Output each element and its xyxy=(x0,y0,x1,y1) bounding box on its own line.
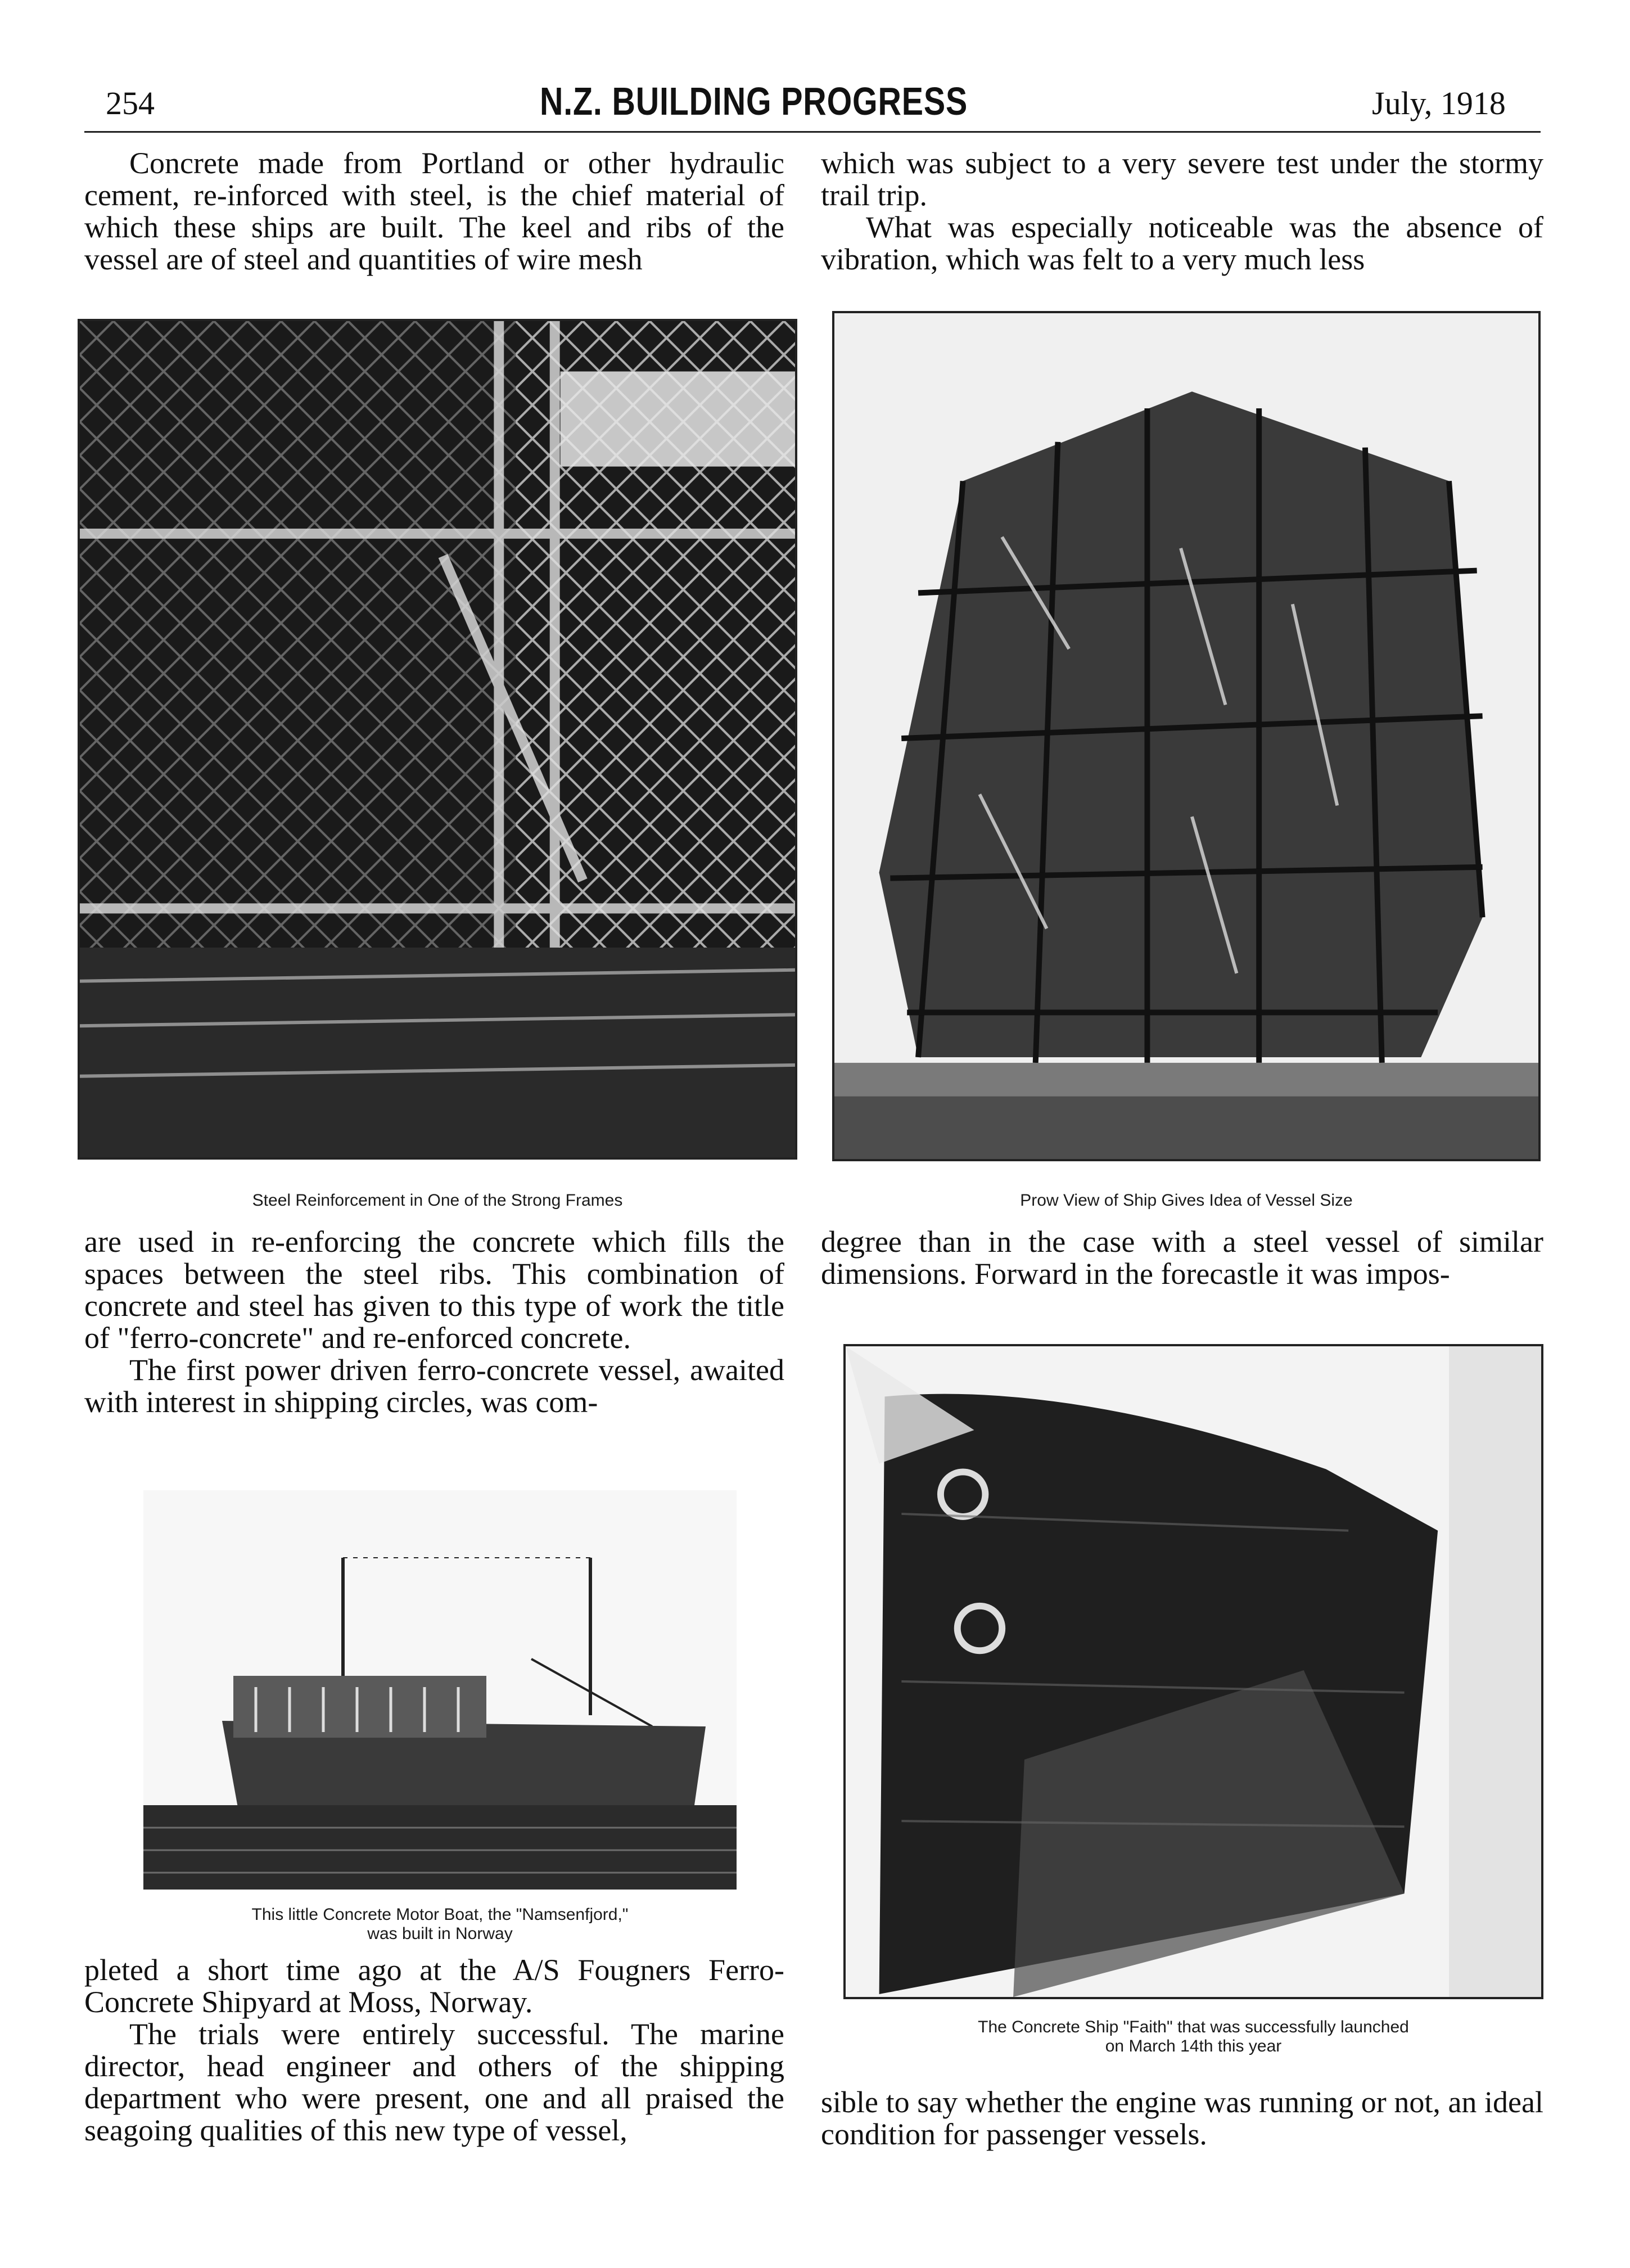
prow-view-photo xyxy=(832,311,1541,1161)
motor-boat-caption xyxy=(143,1905,737,1944)
caption-line: The Concrete Ship "Faith" that was successfully launched xyxy=(978,2018,1409,2036)
col1-bottom-text xyxy=(84,1954,784,2147)
paragraph: are used in re-enforcing the concrete which fills the spaces between the steel ribs. This combination of concrete and steel has given to this type of work the title of "ferro-concrete" and re-enforced concrete. xyxy=(84,1225,784,1355)
issue-date: July, 1918 xyxy=(1372,85,1506,121)
motor-boat-photo xyxy=(143,1490,737,1890)
col1-middle-text xyxy=(84,1226,784,1418)
caption-line: This little Concrete Motor Boat, the "Namsenfjord," xyxy=(251,1905,629,1924)
paragraph: Concrete made from Portland or other hydraulic cement, re-inforced with steel, is the chief material of which these ships are built. The keel and ribs of the vessel are of steel and quantities of wire mesh xyxy=(84,146,784,276)
col2-middle-text xyxy=(821,1226,1543,1290)
paragraph: The first power driven ferro-concrete vessel, awaited with interest in shipping circles, was com- xyxy=(84,1353,784,1419)
paragraph: The trials were entirely successful. The marine director, head engineer and others of the shipping department who were present, one and all praised the seagoing qualities of this new type of vessel, xyxy=(84,2017,784,2147)
paragraph: pleted a short time ago at the A/S Fougners Ferro-Concrete Shipyard at Moss, Norway. xyxy=(84,1953,784,2019)
caption-line: was built in Norway xyxy=(367,1924,513,1943)
faith-ship-caption xyxy=(843,2018,1543,2056)
faith-ship-photo xyxy=(843,1344,1543,1999)
paragraph: degree than in the case with a steel vessel of similar dimensions. Forward in the forecastle it was impos- xyxy=(821,1225,1543,1291)
page-number: 254 xyxy=(106,85,155,121)
prow-view-caption: Prow View of Ship Gives Idea of Vessel Size xyxy=(1020,1191,1353,1210)
steel-frames-photo xyxy=(78,319,797,1160)
header-rule xyxy=(84,131,1541,133)
publication-title: N.Z. BUILDING PROGRESS xyxy=(540,79,968,123)
col2-top-text xyxy=(821,147,1543,276)
paragraph: sible to say whether the engine was running or not, an ideal condition for passenger vessels. xyxy=(821,2085,1543,2151)
col1-top-text xyxy=(84,147,784,276)
paragraph: which was subject to a very severe test under the stormy trail trip. xyxy=(821,146,1543,212)
steel-frames-caption: Steel Reinforcement in One of the Strong Frames xyxy=(252,1191,623,1210)
paragraph: What was especially noticeable was the absence of vibration, which was felt to a very much less xyxy=(821,210,1543,276)
col2-bottom-text xyxy=(821,2086,1543,2150)
caption-line: on March 14th this year xyxy=(1105,2037,1282,2055)
